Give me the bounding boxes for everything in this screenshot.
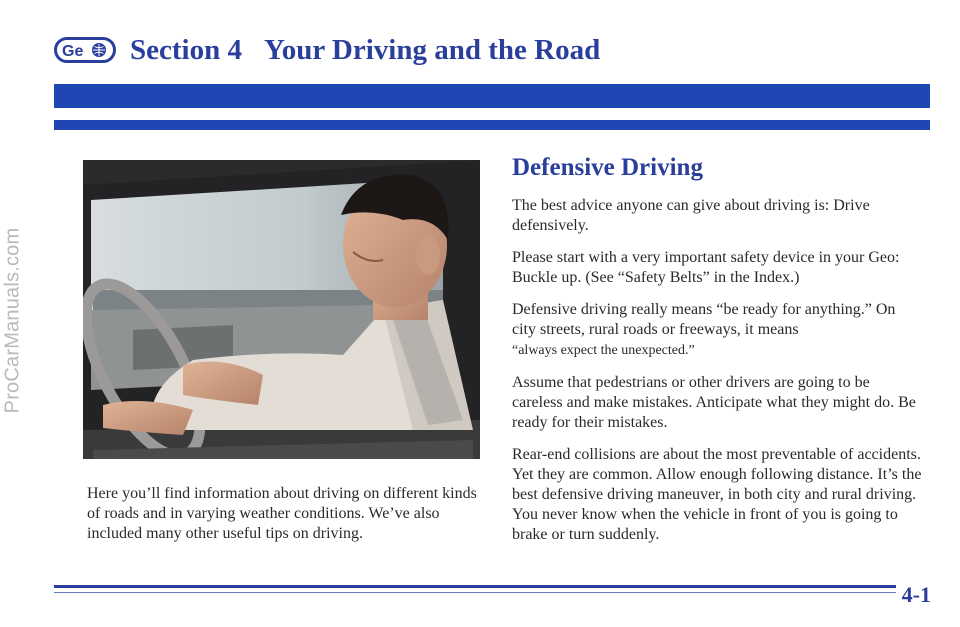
geo-logo (54, 37, 116, 63)
article-column (512, 152, 922, 557)
paragraph-1: The best advice anyone can give about driving is: Drive defensively. (512, 197, 870, 234)
section-name: Your Driving and the Road (263, 33, 601, 66)
watermark-text: ProCarManuals.com (1, 227, 24, 413)
page-number: 4-1 (896, 582, 931, 608)
svg-text:Ge: Ge (62, 43, 84, 59)
page-header (54, 30, 600, 70)
section-number: Section 4 (130, 33, 242, 66)
paragraph-4: Assume that pedestrians or other drivers are going to be careless and make mistakes. Anticipate what they might do. Be ready for their mistakes. (512, 374, 916, 431)
paragraph-2: Please start with a very important safety device in your Geo: Buckle up. (See “Safety Belts” in the Index.) (512, 249, 900, 286)
article-heading: Defensive Driving (512, 154, 703, 181)
section-title (130, 34, 600, 67)
footer-rule-thin (54, 592, 914, 593)
watermark (2, 40, 24, 600)
photo-caption: Here you’ll find information about driving on different kinds of roads and in varying weather conditions. We’ve also included many other useful tips on driving. (87, 485, 477, 542)
footer-rule (54, 585, 931, 588)
header-band-thick (54, 84, 930, 108)
paragraph-3-text: Defensive driving really means “be ready for anything.” On city streets, rural roads or freeways, it means (512, 301, 896, 338)
driver-illustration-icon (83, 160, 480, 459)
header-band-thin (54, 120, 930, 130)
driver-photo (83, 160, 480, 459)
paragraph-3 (512, 300, 922, 361)
paragraph-5: Rear-end collisions are about the most preventable of accidents. Yet they are common. Allow enough following distance. It’s the best defensive driving maneuver, in both city and rural driving. You never know when the vehicle in front of you is going to brake or turn suddenly. (512, 446, 922, 543)
paragraph-3-quote: “always expect the unexpected.” (512, 343, 695, 358)
